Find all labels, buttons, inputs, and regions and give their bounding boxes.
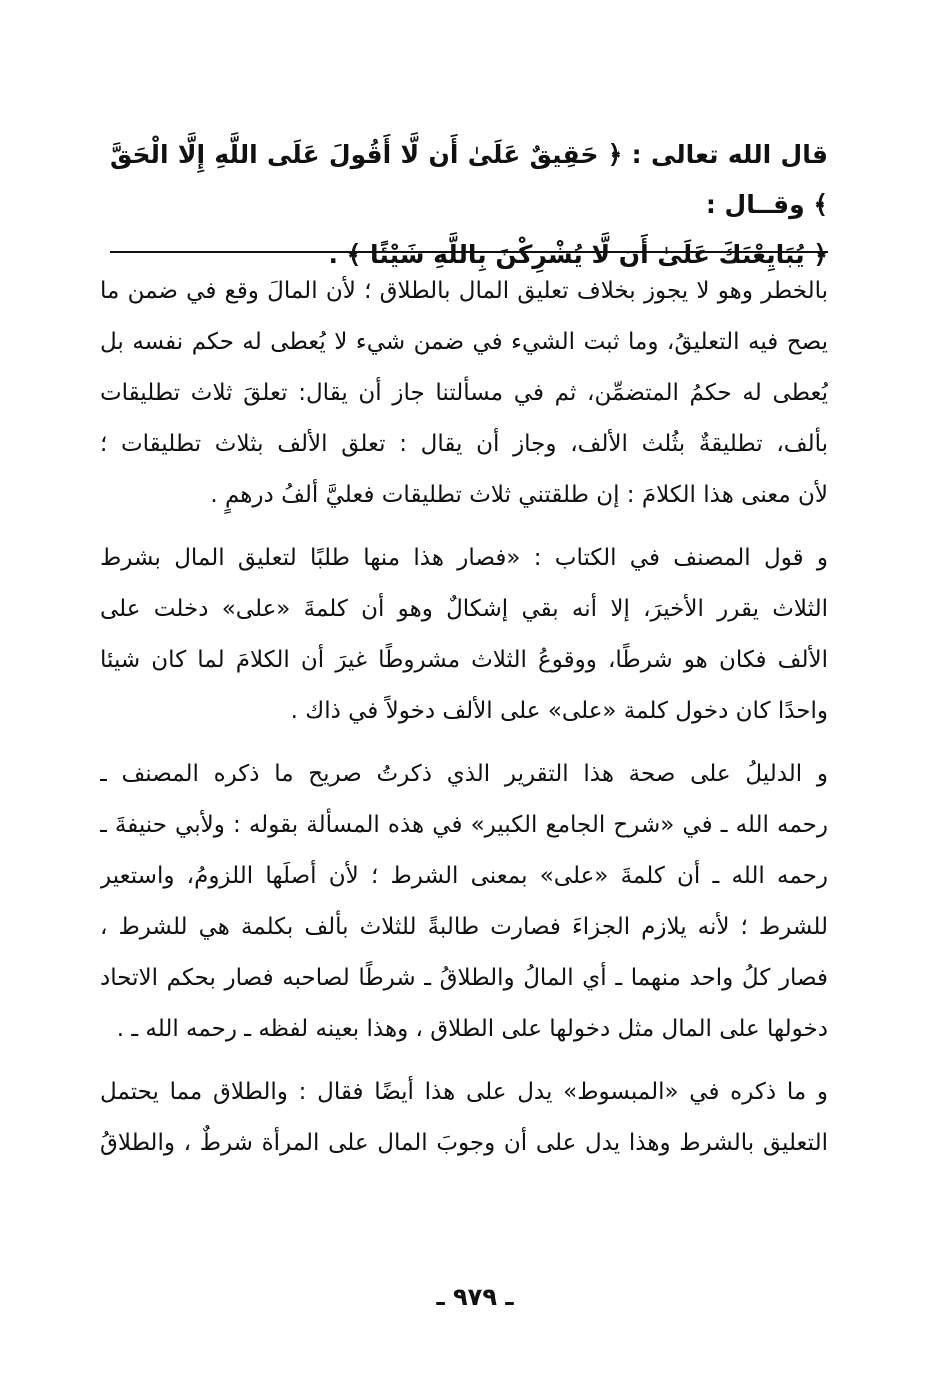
text-line: رحمه الله ـ أن كلمةَ «على» بمعنى الشرط ؛ لأن أصلَها اللزومُ، واستعير	[100, 863, 828, 889]
paragraph	[100, 1067, 828, 1169]
text-line: الألف فكان هو شرطًا، ووقوعُ الثلاث مشروطًا غيرَ أن الكلامَ لما كان شيئا	[100, 647, 828, 673]
text-line: دخولها على المال مثل دخولها على الطلاق ، وهذا بعينه لفظه ـ رحمه الله ـ .	[116, 1016, 828, 1042]
text-line: يُعطى له حكمُ المتضمِّن، ثم في مسألتنا جاز أن يقال: تعلقَ ثلاث تطليقات	[100, 380, 828, 406]
quran-quote-block	[110, 130, 828, 280]
page-number: ـ ٩٧٩ ـ	[436, 1283, 514, 1311]
paragraph	[100, 266, 828, 521]
text-line: واحدًا كان دخول كلمة «على» على الألف دخولاً في ذاك .	[290, 698, 828, 724]
text-line: بألف، تطليقةٌ بثُلث الألف، وجاز أن يقال : تعلق الألف بثلاث تطليقات ؛	[100, 431, 828, 457]
text-line: الثلاث يقرر الأخيرَ، إلا أنه بقي إشكالٌ وهو أن كلمةَ «على» دخلت على	[100, 596, 828, 622]
text-line: و الدليلُ على صحة هذا التقرير الذي ذكرتُ صريح ما ذكره المصنف ـ	[100, 761, 828, 787]
paragraph	[100, 533, 828, 737]
text-line: فصار كلُ واحد منهما ـ أي المالُ والطلاقُ ـ شرطًا لصاحبه فصار بحكم الاتحاد	[100, 965, 828, 991]
text-line: رحمه الله ـ في «شرح الجامع الكبير» في هذه المسألة بقوله : ولأبي حنيفةَ ـ	[100, 812, 828, 838]
text-line: و قول المصنف في الكتاب : «فصار هذا منها طلبًا لتعليق المال بشرط	[100, 545, 828, 571]
quote-line: ﴿ يُبَايِعْنَكَ عَلَىٰ أَن لَّا يُشْرِكْنَ بِاللَّهِ شَيْئًا ﴾ .	[328, 240, 828, 269]
text-line: للشرط ؛ لأنه يلازم الجزاءَ فصارت طالبةً للثلاث بألف بكلمة هي للشرط ،	[100, 914, 828, 940]
quote-line: قال الله تعالى : ﴿ حَقِيقٌ عَلَىٰ أَن لَّا أَقُولَ عَلَى اللَّهِ إِلَّا الْحَقَّ ﴾ وقــال :	[110, 140, 828, 219]
text-line: بالخطر وهو لا يجوز بخلاف تعليق المال بالطلاق ؛ لأن المالَ وقع في ضمن ما	[100, 278, 828, 304]
text-line: التعليق بالشرط وهذا يدل على أن وجوبَ المال على المرأة شرطٌ ، والطلاقُ	[100, 1130, 828, 1156]
text-line: لأن معنى هذا الكلامَ : إن طلقتني ثلاث تطليقات فعليَّ ألفُ درهمٍ .	[210, 482, 828, 508]
body-text	[100, 266, 828, 1181]
paragraph	[100, 749, 828, 1055]
text-line: يصح فيه التعليقُ، وما ثبت الشيء في ضمن شيء لا يُعطى له حكم نفسه بل	[100, 329, 828, 355]
text-line: و ما ذكره في «المبسوط» يدل على هذا أيضًا فقال : والطلاق مما يحتمل	[100, 1079, 828, 1105]
section-divider	[110, 251, 828, 253]
